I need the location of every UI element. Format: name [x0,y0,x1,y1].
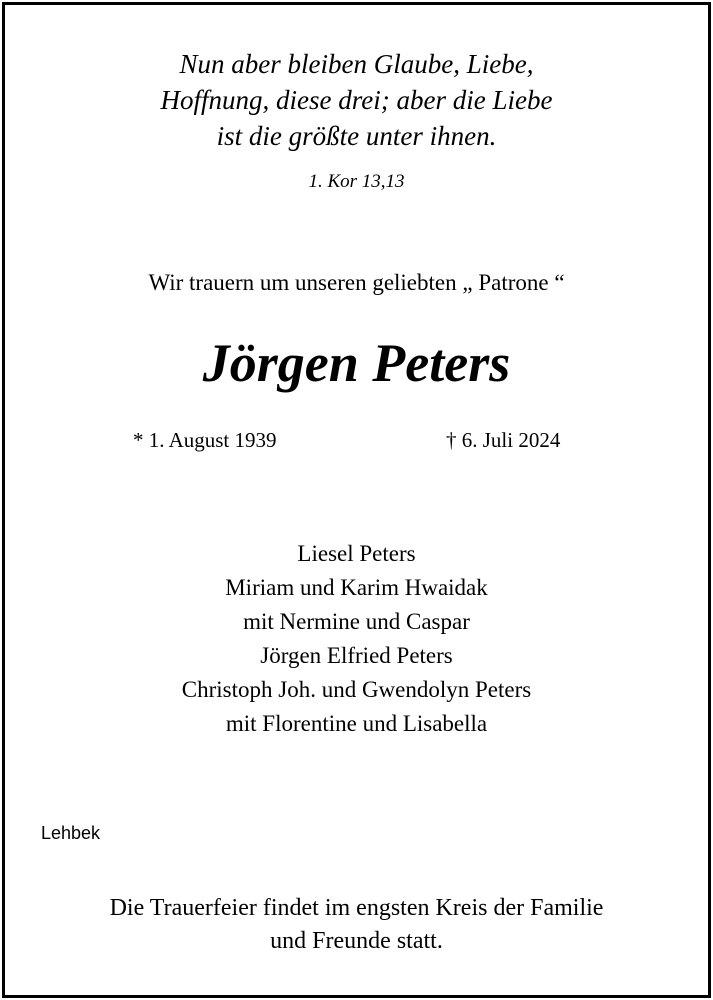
mourner-line: Jörgen Elfried Peters [260,643,453,668]
notice-line-2: und Freunde statt. [270,928,443,954]
mourner-line: Liesel Peters [297,541,416,566]
death-date: † 6. Juli 2024 [446,428,561,452]
verse-line-1: Nun aber bleiben Glaube, Liebe, [179,49,534,79]
verse-line-3: ist die größte unter ihnen. [216,121,497,151]
mourner-line: mit Florentine und Lisabella [225,711,488,736]
mourner-line: mit Nermine und Caspar [243,609,470,634]
verse-line-2: Hoffnung, diese drei; aber die Liebe [160,85,553,115]
notice-line-1: Die Trauerfeier findet im engsten Kreis der Familie [109,895,604,921]
birth-date: * 1. August 1939 [133,428,277,452]
deceased-name: Jörgen Peters [202,333,511,393]
verse-reference: 1. Kor 13,13 [308,171,405,192]
place-name: Lehbek [41,823,101,843]
mourning-intro: Wir trauern um unseren geliebten „ Patrone “ [148,270,565,295]
mourner-line: Christoph Joh. und Gwendolyn Peters [181,677,532,702]
mourner-line: Miriam und Karim Hwaidak [225,575,488,600]
